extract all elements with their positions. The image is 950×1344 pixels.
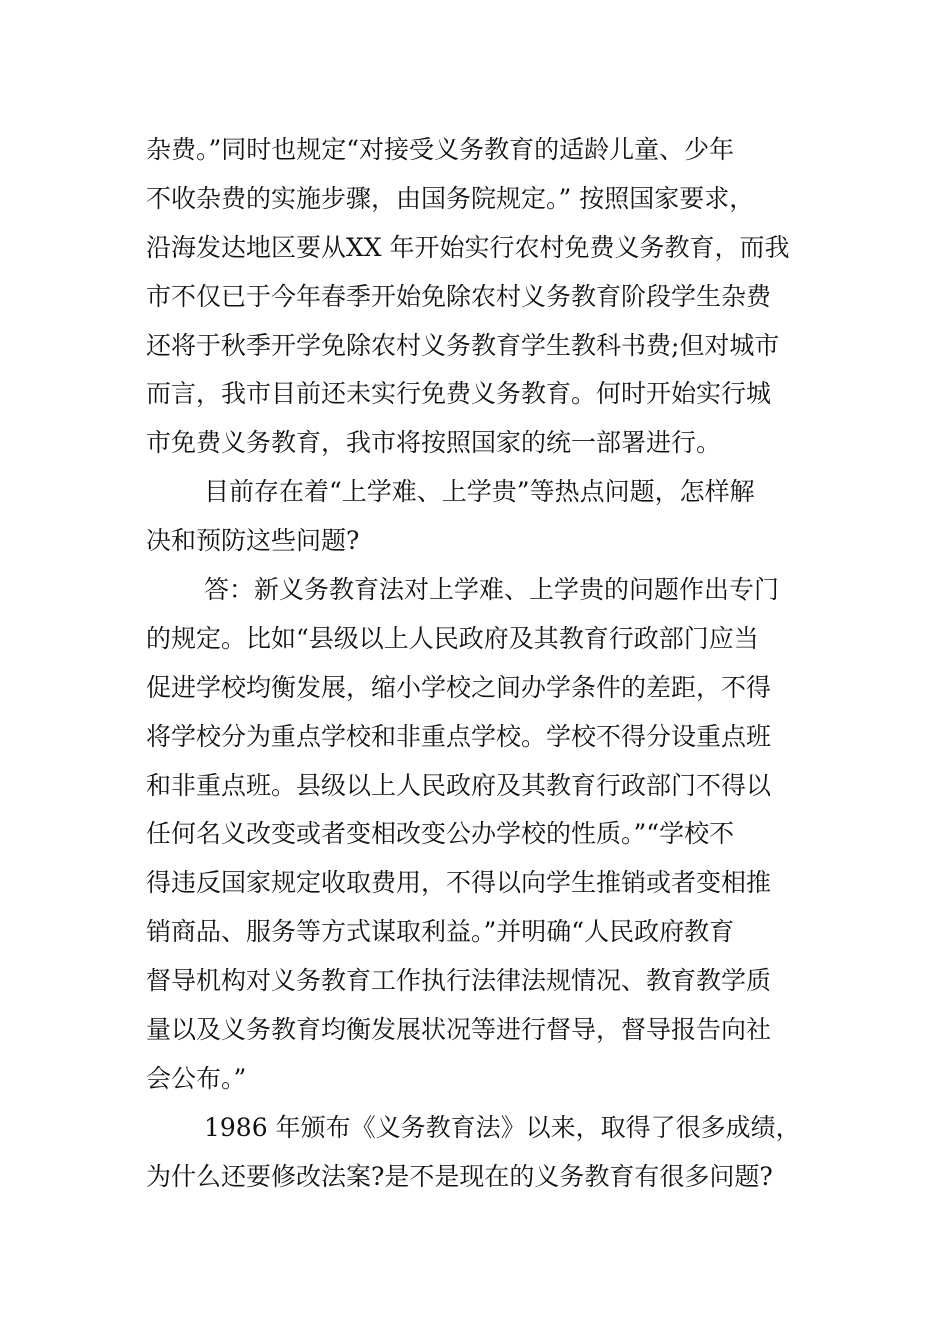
body-text bbox=[146, 126, 810, 1202]
question-paragraph bbox=[146, 1104, 810, 1202]
text-line: 决和预防这些问题? bbox=[146, 526, 360, 556]
text-line: 督导机构对义务教育工作执行法律法规情况、教育教学质 bbox=[146, 966, 772, 996]
text-line: 市免费义务教育，我市将按照国家的统一部署进行。 bbox=[146, 428, 722, 458]
text-line: 还将于秋季开学免除农村义务教育学生教科书费;但对城市 bbox=[146, 330, 780, 360]
text-line: 的规定。比如“县级以上人民政府及其教育行政部门应当 bbox=[146, 623, 759, 653]
text-line: 而言，我市目前还未实行免费义务教育。何时开始实行城 bbox=[146, 379, 772, 409]
text-line: 1986 年颁布《义务教育法》以来，取得了很多成绩， bbox=[204, 1112, 801, 1142]
text-line: 得违反国家规定收取费用，不得以向学生推销或者变相推 bbox=[146, 868, 772, 898]
text-line: 任何名义改变或者变相改变公办学校的性质。”“学校不 bbox=[146, 819, 735, 849]
text-line: 为什么还要修改法案?是不是现在的义务教育有很多问题? bbox=[146, 1161, 773, 1191]
paragraph bbox=[146, 126, 810, 468]
answer-paragraph bbox=[146, 566, 810, 1104]
text-line: 市不仅已于今年春季开始免除农村义务教育阶段学生杂费 bbox=[146, 281, 772, 311]
text-line: 答：新义务教育法对上学难、上学贵的问题作出专门 bbox=[204, 575, 780, 605]
text-line: 将学校分为重点学校和非重点学校。学校不得分设重点班 bbox=[146, 721, 772, 751]
text-line: 会公布。” bbox=[146, 1063, 247, 1093]
text-line: 量以及义务教育均衡发展状况等进行督导，督导报告向社 bbox=[146, 1015, 772, 1045]
question-paragraph bbox=[146, 468, 810, 566]
text-line: 目前存在着“上学难、上学贵”等热点问题，怎样解 bbox=[204, 477, 755, 507]
text-line: 销商品、服务等方式谋取利益。”并明确“人民政府教育 bbox=[146, 917, 735, 947]
text-line: 促进学校均衡发展，缩小学校之间办学条件的差距，不得 bbox=[146, 672, 772, 702]
text-line: 和非重点班。县级以上人民政府及其教育行政部门不得以 bbox=[146, 770, 772, 800]
text-line: 不收杂费的实施步骤，由国务院规定。” 按照国家要求， bbox=[146, 183, 755, 213]
text-line: 沿海发达地区要从XX 年开始实行农村免费义务教育，而我 bbox=[146, 232, 790, 262]
text-line: 杂费。”同时也规定“对接受义务教育的适龄儿童、少年 bbox=[146, 135, 735, 164]
